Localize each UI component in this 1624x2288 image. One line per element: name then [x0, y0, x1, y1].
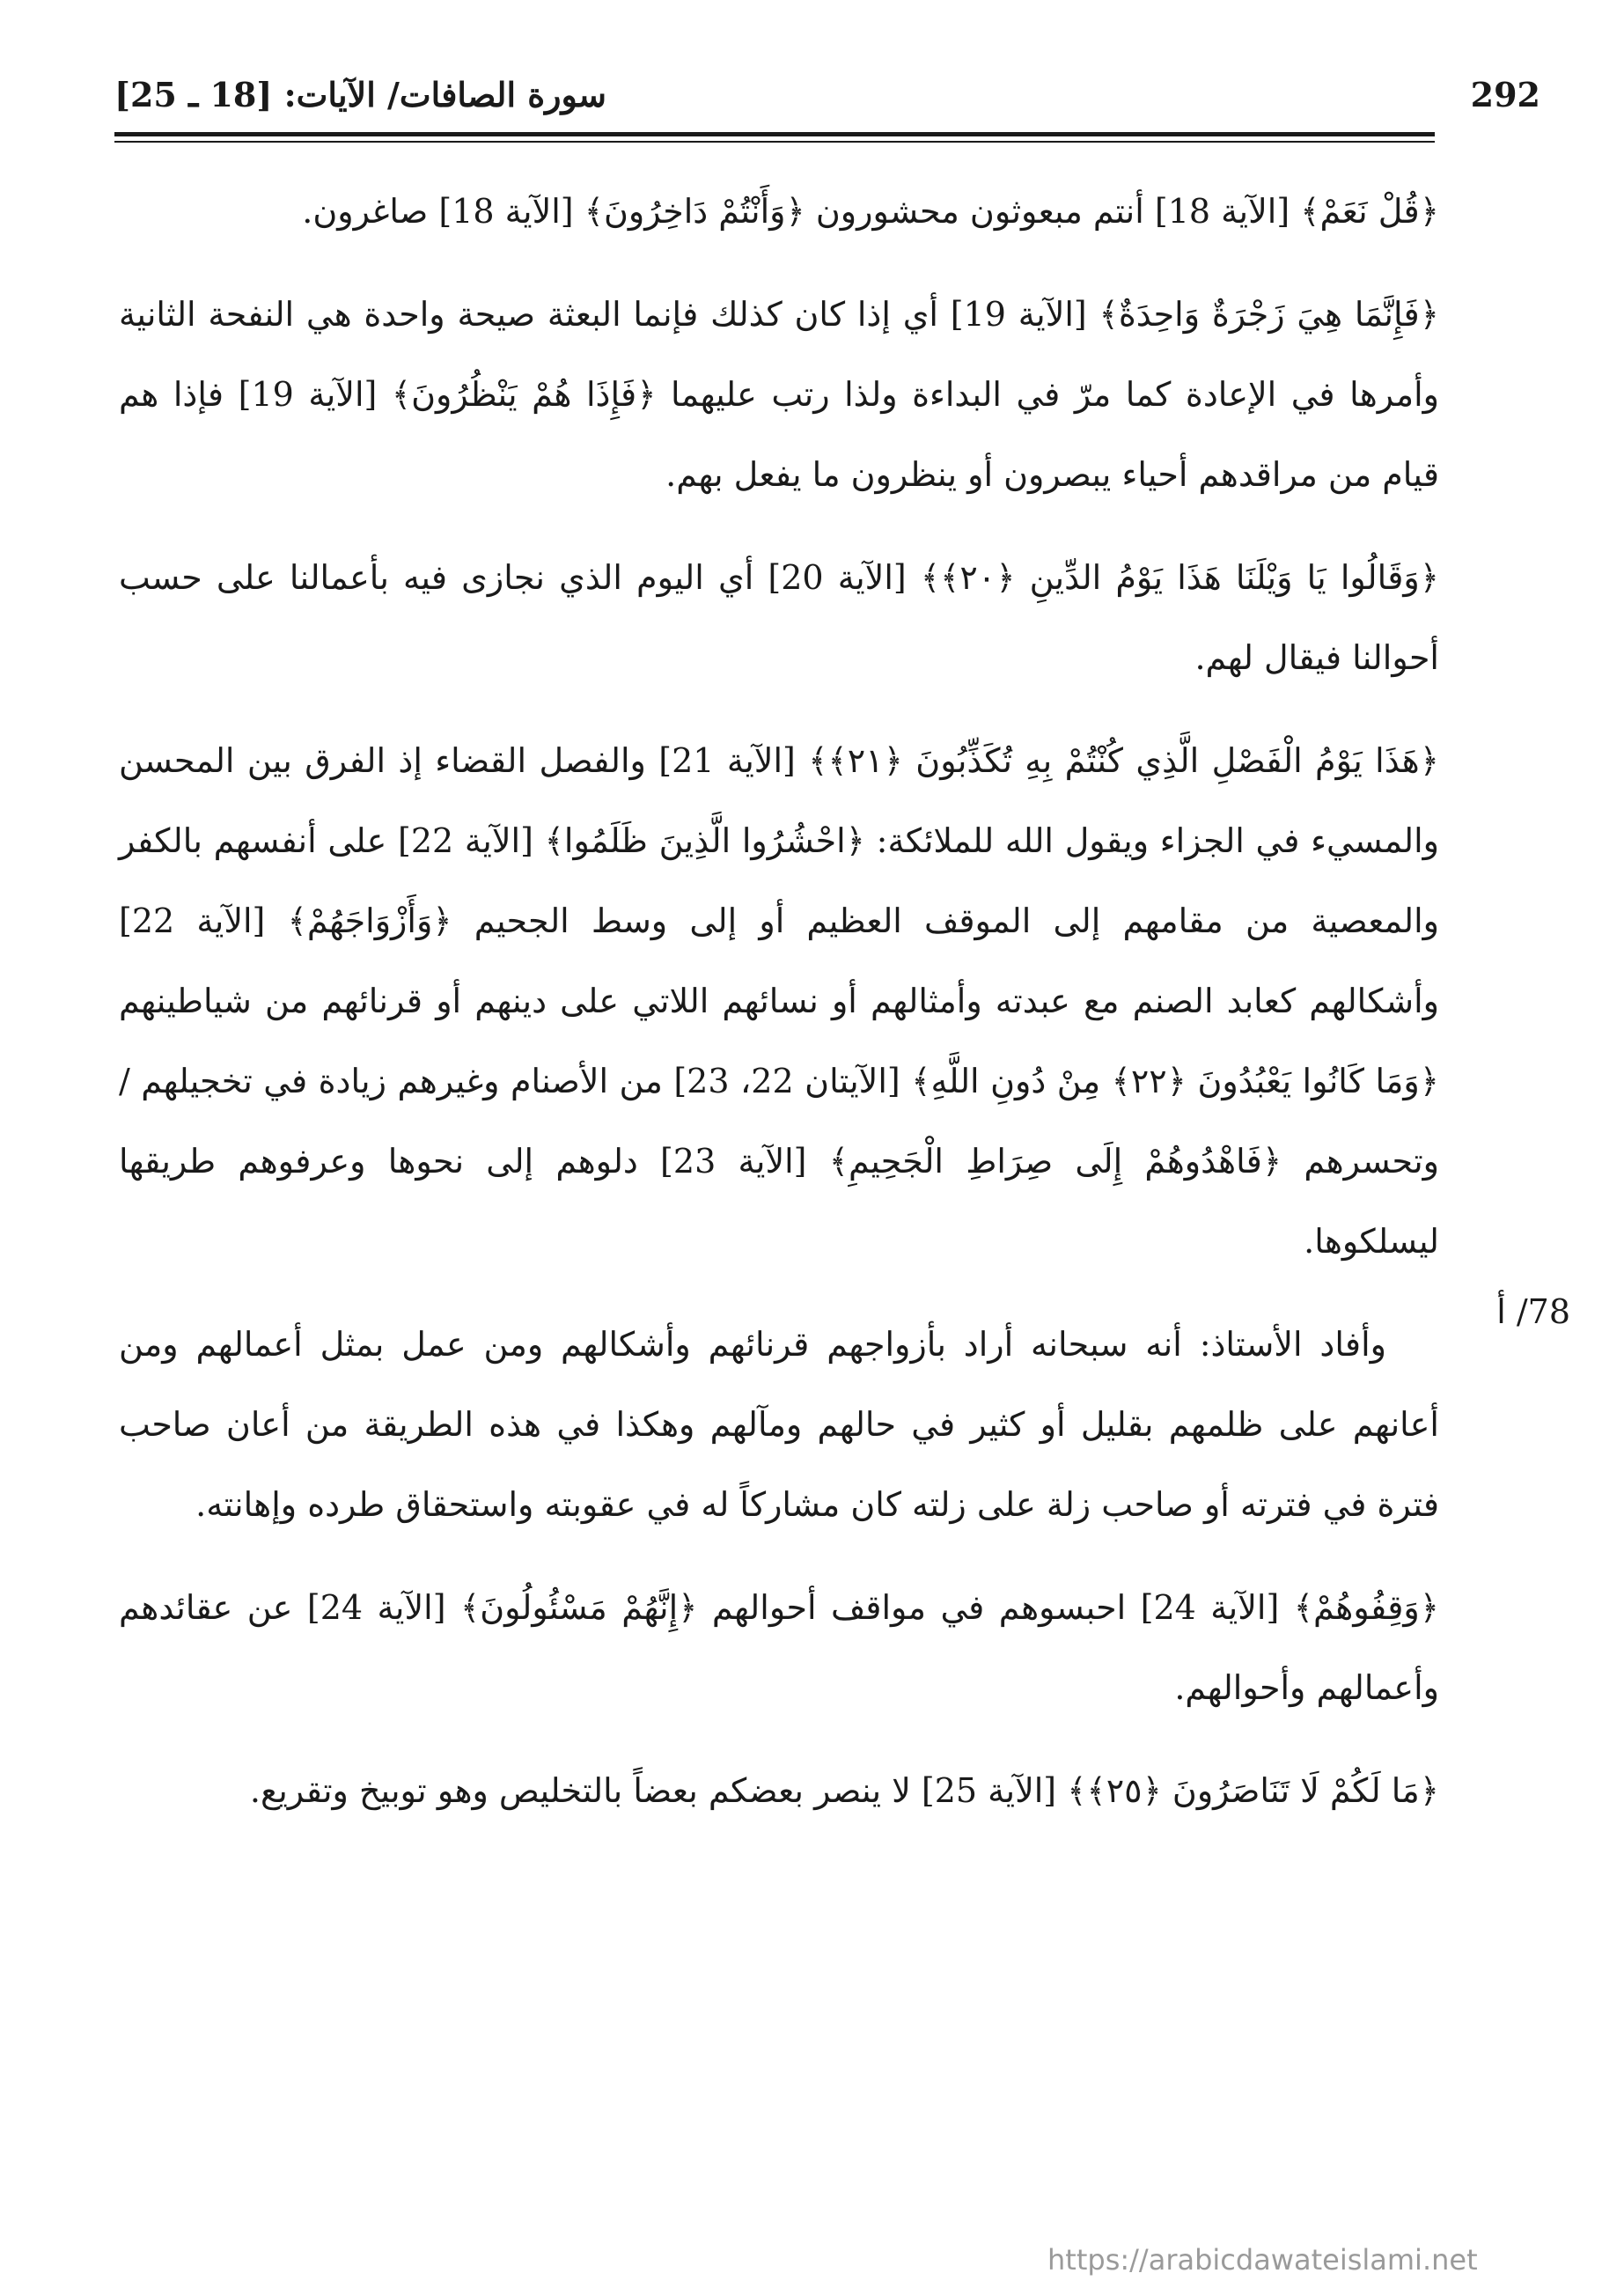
paragraph-verse-25: ﴿مَا لَكُمْ لَا تَنَاصَرُونَ ﴿٢٥﴾﴾ [الآية 25] لا ينصر بعضكم بعضاً بالتخليص وهو توبيخ وتقريع. — [249, 1771, 1439, 1810]
watermark-url: https://arabicdawateislami.net — [1047, 2243, 1478, 2277]
body-text — [119, 172, 1439, 1854]
page-number: 292 — [1470, 75, 1540, 114]
paragraph-teacher-note: وأفاد الأستاذ: أنه سبحانه أراد بأزواجهم قرنائهم وأشكالهم ومن عمل بمثل أعمالهم ومن أعانهم على ظلمهم بقليل أو كثير في حالهم ومآلهم وهكذا في هذه الطريقة من أعان صاحب فترة في فترته أو صاحب زلة على زلته كان مشاركاً له في عقوبته واستحقاق طرده وإهانته. — [119, 1325, 1439, 1524]
paragraph-verse-21-23: ﴿هَذَا يَوْمُ الْفَصْلِ الَّذِي كُنْتُمْ بِهِ تُكَذِّبُونَ ﴿٢١﴾﴾ [الآية 21] والفصل القضاء إذ الفرق بين المحسن والمسيء في الجزاء ويقول الله للملائكة: ﴿احْشُرُوا الَّذِينَ ظَلَمُوا﴾ [الآية 22] على أنفسهم بالكفر والمعصية من مقامهم إلى الموقف العظيم أو إلى وسط الجحيم ﴿وَأَزْوَاجَهُمْ﴾ [الآية 22] وأشكالهم كعابد الصنم مع عبدته وأمثالهم أو نسائهم اللاتي على دينهم أو قرنائهم من شياطينهم ﴿وَمَا كَانُوا يَعْبُدُونَ ﴿٢٢﴾ مِنْ دُونِ اللَّهِ﴾ [الآيتان 22، 23] من الأصنام وغيرهم زيادة في تخجيلهم / وتحسرهم ﴿فَاهْدُوهُمْ إِلَى صِرَاطِ الْجَحِيمِ﴾ [الآية 23] دلوهم إلى نحوها وعرفوهم طريقها ليسلكوها. — [119, 741, 1440, 1261]
paragraph-verse-19: ﴿فَإِنَّمَا هِيَ زَجْرَةٌ وَاحِدَةٌ﴾ [الآية 19] أي إذا كان كذلك فإنما البعثة صيحة واحدة هي النفحة الثانية وأمرها في الإعادة كما مرّ في البداءة ولذا رتب عليهما ﴿فَإِذَا هُمْ يَنْظُرُونَ﴾ [الآية 19] فإذا هم قيام من مراقدهم أحياء يبصرون أو ينظرون ما يفعل بهم. — [119, 295, 1439, 494]
page-header — [114, 70, 1540, 132]
header-rule-thick — [114, 132, 1435, 136]
running-title: سورة الصافات/ الآيات: [18 ـ 25] — [114, 75, 607, 114]
header-rule-thin — [114, 141, 1435, 143]
manuscript-folio-note: 78/ أ — [1496, 1292, 1570, 1331]
paragraph-verse-18: ﴿قُلْ نَعَمْ﴾ [الآية 18] أنتم مبعوثون محشورون ﴿وَأَنْتُمْ دَاخِرُونَ﴾ [الآية 18] صاغرون. — [302, 192, 1439, 231]
paragraph-verse-24: ﴿وَقِفُوهُمْ﴾ [الآية 24] احبسوهم في مواقف أحوالهم ﴿إِنَّهُمْ مَسْئُولُونَ﴾ [الآية 24] عن عقائدهم وأعمالهم وأحوالهم. — [119, 1588, 1439, 1707]
paragraph-verse-20: ﴿وَقَالُوا يَا وَيْلَنَا هَذَا يَوْمُ الدِّينِ ﴿٢٠﴾﴾ [الآية 20] أي اليوم الذي نجازى فيه بأعمالنا على حسب أحوالنا فيقال لهم. — [119, 558, 1439, 677]
